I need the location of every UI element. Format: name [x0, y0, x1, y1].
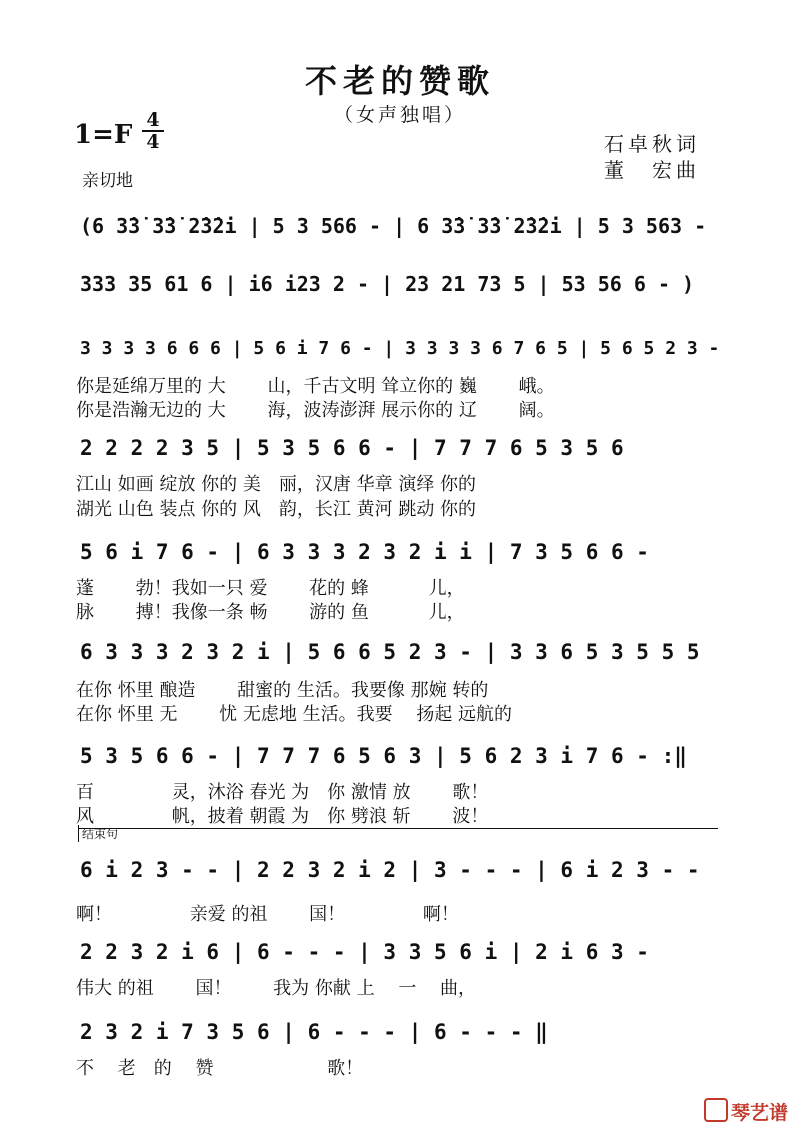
notation-line-3: 3 3 3 3 6 6 6 | 5 6 i 7 6 - | 3 3 3 3 6 7 6 5 | 5 6 5 2 3 - — [80, 338, 720, 359]
lyric-line-7b: 风 帆，披着 朝霞 为 你 劈浪 斩 波！ — [76, 806, 489, 827]
lyric-line-9: 伟大 的祖 国！ 我为 你献 上 一 曲， — [76, 978, 477, 999]
lyric-line-3a: 你是延绵万里的 大 山，千古文明 耸立你的 巍 峨。 — [76, 376, 555, 397]
coda-divider — [78, 828, 718, 829]
notation-line-9: 2 2 3 2 i 6 | 6 - - - | 3 3 5 6 i | 2 i 6 3 - — [80, 940, 649, 964]
lyric-line-3b: 你是浩瀚无边的 大 海，波涛澎湃 展示你的 辽 阔。 — [76, 400, 555, 421]
lyric-line-8: 啊！ 亲爱 的祖 国！ 啊！ — [76, 904, 459, 925]
lyric-line-5b: 脉 搏！我像一条 畅 游的 鱼 儿， — [76, 602, 465, 623]
notation-line-2: 333 35 61 6 | i6 i23 2 - | 23 21 73 5 | 53 56 6 - ) — [80, 272, 695, 296]
site-logo — [704, 1098, 788, 1125]
lyric-line-4a: 江山 如画 绽放 你的 美 丽，汉唐 华章 演绎 你的 — [76, 474, 477, 495]
notation-line-10: 2 3 2 i 7 3 5 6 | 6 - - - | 6 - - - ‖ — [80, 1020, 548, 1044]
section-label: 结束句 — [78, 825, 118, 842]
lyric-line-6b: 在你 怀里 无 忧 无虑地 生活。我要 扬起 远航的 — [76, 704, 513, 725]
logo-mark-icon — [704, 1098, 728, 1122]
lyricist-credit: 石卓秋词 — [604, 132, 700, 156]
tempo-marking: 亲切地 — [82, 171, 133, 191]
notation-line-6: 6 3 3 3 2 3 2 i | 5 6 6 5 2 3 - | 3 3 6 5 3 5 5 5 — [80, 640, 700, 664]
lyric-line-4b: 湖光 山色 装点 你的 风 韵，长江 黄河 跳动 你的 — [76, 499, 477, 520]
lyric-line-5a: 蓬 勃！我如一只 爱 花的 蜂 儿， — [76, 578, 465, 599]
lyric-line-7a: 百 灵，沐浴 春光 为 你 激情 放 歌！ — [76, 782, 489, 803]
time-signature-top: 4 — [146, 109, 160, 131]
notation-line-8: 6 i 2 3 - - | 2 2 3 2 i 2 | 3 - - - | 6 i 2 3 - - — [80, 858, 700, 882]
logo-text: 琴艺谱 — [731, 1102, 789, 1124]
notation-line-5: 5 6 i 7 6 - | 6 3 3 3 2 3 2 i i | 7 3 5 6 6 - — [80, 540, 649, 564]
song-subtitle: （女声独唱） — [333, 104, 466, 126]
time-signature-bottom: 4 — [146, 131, 160, 153]
composer-credit: 董 宏曲 — [604, 158, 700, 182]
time-signature — [142, 110, 164, 152]
song-title: 不老的赞歌 — [304, 62, 495, 100]
lyric-line-10: 不 老 的 赞 歌！ — [76, 1058, 364, 1079]
notation-line-1: (6 3̇3̇ 3̇3̇ 2̇3̇2̇i | 5 3 566 - | 6 3̇3̇ 3̇3̇ 2̇3̇2̇i | 5 3 563 - — [80, 214, 707, 238]
lyric-line-6a: 在你 怀里 酿造 甜蜜的 生活。我要像 那婉 转的 — [76, 680, 489, 701]
notation-line-4: 2 2 2 2 3 5 | 5 3 5 6 6 - | 7 7 7 6 5 3 5 6 — [80, 436, 624, 460]
notation-line-7: 5 3 5 6 6 - | 7 7 7 6 5 6 3 | 5 6 2 3 i 7 6 - :‖ — [80, 744, 687, 768]
key-signature: 1=F — [74, 120, 133, 150]
